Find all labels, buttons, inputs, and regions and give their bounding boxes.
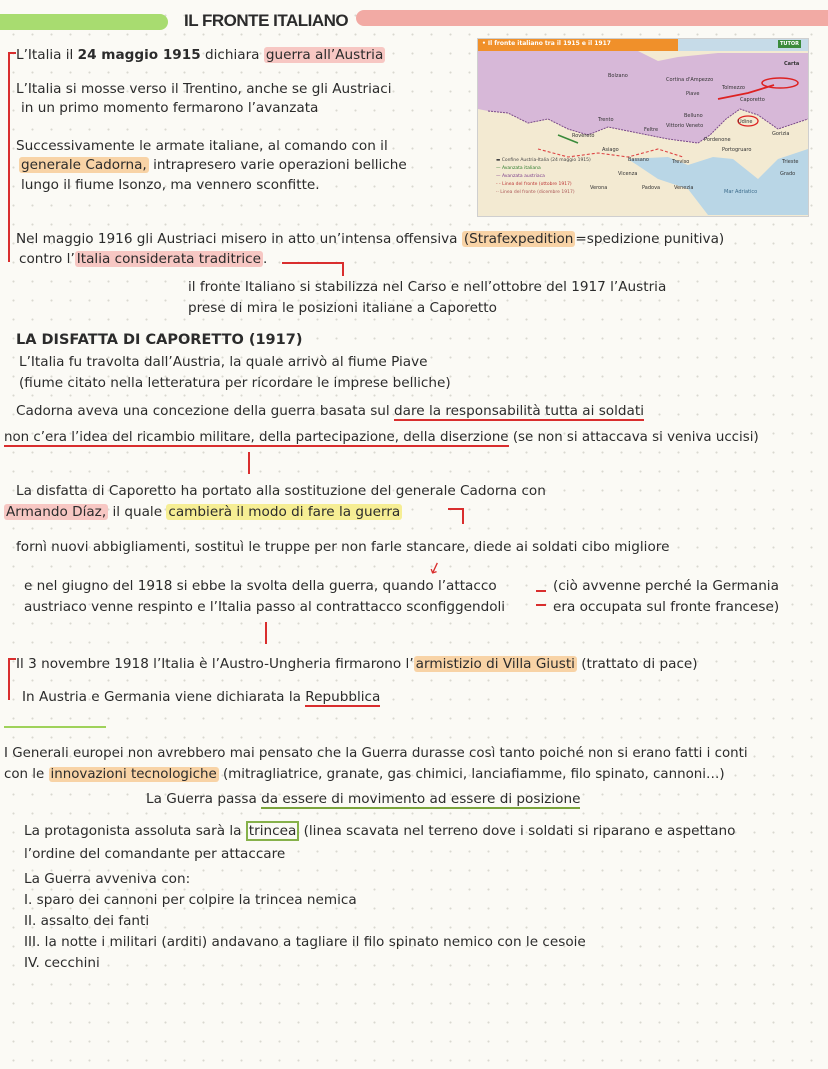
map-place: Treviso xyxy=(672,159,690,165)
page-title: IL FRONTE ITALIANO xyxy=(184,11,349,30)
legend-item: ·· Linea del fronte (dicembre 1917) xyxy=(496,190,575,195)
connector-line-1 xyxy=(248,452,250,474)
map-place: Bolzano xyxy=(608,73,628,79)
caporetto-p9: Il 3 novembre 1918 l’Italia è l’Austro-Ungheria firmarono l’ armistizio di Villa Giusti (trattato di pace) xyxy=(16,656,698,672)
caporetto-p8a: e nel giugno del 1918 si ebbe la svolta della guerra, quando l’attacco xyxy=(24,578,497,594)
map-place: Vittorio Veneto xyxy=(666,123,704,129)
map-logo: TUTOR xyxy=(780,41,799,47)
caporetto-p8c: (ciò avvenne perché la Germania xyxy=(553,578,779,594)
map-place: Pordenone xyxy=(704,137,731,143)
map-place: Trento xyxy=(598,117,614,123)
trench-p1: I Generali europei non avrebbero mai pensato che la Guerra durasse così tanto poiché non si erano fatti i conti xyxy=(4,746,748,761)
caporetto-p2: (fiume citato nella letteratura per ricordare le imprese belliche) xyxy=(19,375,451,391)
trench-list-item: IV. cecchini xyxy=(24,955,100,971)
map-place: Belluno xyxy=(684,113,703,119)
map-place: Bassano xyxy=(628,157,649,163)
arrow-icon: ↙ xyxy=(425,556,445,579)
map-place: Venezia xyxy=(674,185,694,191)
intro-bracket-line xyxy=(8,52,10,262)
intro-line-3c: lungo il fiume Isonzo, ma vennero sconfitte. xyxy=(21,177,320,193)
map-place: Padova xyxy=(642,185,661,191)
offensive-line-3: il fronte Italiano si stabilizza nel Carso e nell’ottobre del 1917 l’Austria xyxy=(188,279,667,295)
map-place: Asiago xyxy=(602,147,619,153)
trench-p3: La Guerra passa da essere di movimento ad essere di posizione xyxy=(146,791,581,807)
intro-line-1: L’Italia il 24 maggio 1915 dichiara guerra all’Austria xyxy=(16,47,384,63)
map-place: Gorizia xyxy=(772,131,790,137)
map-place: Rovereto xyxy=(572,133,595,139)
section-divider xyxy=(4,726,106,728)
legend-item: — Avanzata austriaca xyxy=(496,174,545,179)
caporetto-heading: LA DISFATTA DI CAPORETTO (1917) xyxy=(16,332,303,348)
caporetto-p7: fornì nuovi abbigliamenti, sostituì le truppe per non farle stancare, diede ai soldati cibo migliore xyxy=(16,539,670,555)
caporetto-p1: L’Italia fu travolta dall’Austria, la quale arrivò al fiume Piave xyxy=(19,354,428,370)
caporetto-p8d: era occupata sul fronte francese) xyxy=(553,599,780,615)
arrow-line-h xyxy=(282,262,344,264)
map-place: Cortina d'Ampezzo xyxy=(666,77,714,83)
dash-2 xyxy=(536,604,546,606)
dash-1 xyxy=(536,590,546,592)
intro-line-2b: in un primo momento fermarono l’avanzata xyxy=(21,100,319,116)
intro-line-3a: Successivamente le armate italiane, al comando con il xyxy=(16,138,388,154)
map-place: Udine xyxy=(738,119,753,125)
map-place: Trieste xyxy=(782,159,799,165)
map-place: Caporetto xyxy=(740,97,765,103)
trench-p6: La Guerra avveniva con: xyxy=(24,871,191,887)
map-carta-label: Carta xyxy=(784,61,800,67)
map-header: • Il fronte italiano tra il 1915 e il 1917 xyxy=(482,40,611,47)
offensive-line-1: Nel maggio 1916 gli Austriaci misero in atto un’intensa offensiva (Strafexpedition =spedizione punitiva) xyxy=(16,231,725,247)
map-sea: Mar Adriatico xyxy=(724,189,758,195)
title-bar-left xyxy=(0,14,168,30)
trench-p2: con le innovazioni tecnologiche (mitragliatrice, granate, gas chimici, lanciafiamme, filo spinato, cannoni…) xyxy=(4,767,725,782)
trench-p4: La protagonista assoluta sarà la trincea (linea scavata nel terreno dove i soldati si riparano e aspettano xyxy=(24,823,736,839)
map-place: Vicenza xyxy=(618,171,638,177)
title-bar-right xyxy=(356,10,828,26)
trench-list-item: I. sparo dei cannoni per colpire la trincea nemica xyxy=(24,892,357,908)
legend-item: - - Linea del fronte (ottobre 1917) xyxy=(496,182,572,187)
legend-item: ▬ Confine Austria-Italia (24 maggio 1915) xyxy=(496,158,591,163)
trench-list-item: II. assalto dei fanti xyxy=(24,913,150,929)
map-place: Portogruaro xyxy=(722,147,752,153)
arrow-line-v xyxy=(342,262,344,276)
trench-list-item: III. la notte i militari (arditi) andavano a tagliare il filo spinato nemico con le cesoie xyxy=(24,934,586,950)
caporetto-p6: Armando Díaz, il quale cambierà il modo di fare la guerra xyxy=(6,504,401,520)
map-legend xyxy=(496,157,591,197)
caporetto-p10: In Austria e Germania viene dichiarata la Repubblica xyxy=(22,689,381,705)
intro-line-2a: L’Italia si mosse verso il Trentino, anche se gli Austriaci xyxy=(16,81,392,97)
intro-line-3b: generale Cadorna, intrapresero varie operazioni belliche xyxy=(21,157,407,173)
caporetto-p4: non c’era l’idea del ricambio militare, della partecipazione, della diserzione (se non si attaccava si veniva uccisi) xyxy=(4,430,759,445)
map-place: Feltre xyxy=(644,127,659,133)
map-place: Tolmezzo xyxy=(722,85,745,91)
front-map xyxy=(477,38,809,217)
legend-item: — Avanzata italiana xyxy=(496,166,541,171)
caporetto-p5: La disfatta di Caporetto ha portato alla sostituzione del generale Cadorna con xyxy=(16,483,546,499)
offensive-line-4: prese di mira le posizioni italiane a Caporetto xyxy=(188,300,497,316)
trench-p5: l’ordine del comandante per attaccare xyxy=(24,846,286,862)
armistice-bracket-line xyxy=(8,658,10,700)
map-place: Grado xyxy=(780,171,796,177)
connector-line-2 xyxy=(265,622,267,644)
armistice-bracket-tick xyxy=(8,658,16,660)
map-place: Verona xyxy=(590,185,608,191)
map-place: Piave xyxy=(686,91,700,97)
caporetto-p8b: austriaco venne respinto e l’Italia passo al contrattacco sconfiggendoli xyxy=(24,599,506,615)
intro-bracket-tick xyxy=(8,52,16,54)
bracket-right-v xyxy=(462,508,464,524)
caporetto-p3: Cadorna aveva una concezione della guerra basata sul dare la responsabilità tutta ai soldati xyxy=(16,403,644,419)
offensive-line-2: contro l’ Italia considerata traditrice . xyxy=(19,251,268,267)
